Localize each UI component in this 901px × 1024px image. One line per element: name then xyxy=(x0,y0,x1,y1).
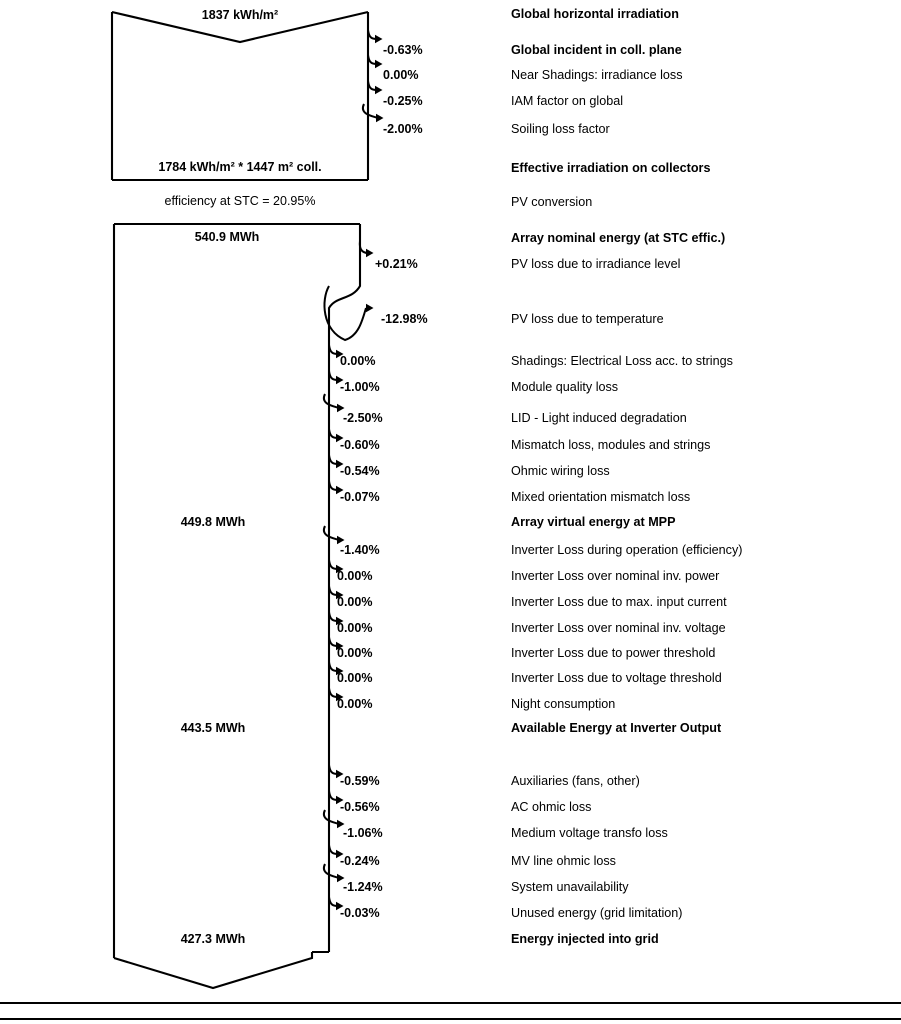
loss-arrow-lid xyxy=(324,394,339,408)
loss-label-inverter-max-current: Inverter Loss due to max. input current xyxy=(511,595,727,609)
loss-percent-ac-ohmic: -0.56% xyxy=(340,800,380,814)
loss-label-ac-ohmic: AC ohmic loss xyxy=(511,800,592,814)
loss-percent-auxiliaries: -0.59% xyxy=(340,774,380,788)
loss-percent-shadings-electrical: 0.00% xyxy=(340,354,376,368)
loss-label-ohmic-wiring: Ohmic wiring loss xyxy=(511,464,610,478)
loss-arrow-inverter-operation xyxy=(324,526,339,540)
array-box-bottom-edge xyxy=(114,952,312,988)
loss-arrow-iam-factor-head xyxy=(375,86,383,94)
loss-label-irradiance-level: PV loss due to irradiance level xyxy=(511,257,681,271)
loss-label-inverter-voltage-threshold: Inverter Loss due to voltage threshold xyxy=(511,671,722,685)
loss-label-unused-energy: Unused energy (grid limitation) xyxy=(511,906,683,920)
stage-label-array_virtual_mpp: Array virtual energy at MPP xyxy=(511,515,676,529)
loss-arrow-mv-transfo xyxy=(324,810,339,824)
stage-value-array_virtual_mpp: 449.8 MWh xyxy=(180,515,246,529)
loss-percent-ohmic-wiring: -0.54% xyxy=(340,464,380,478)
loss-percent-mismatch: -0.60% xyxy=(340,438,380,452)
loss-percent-near-shadings-irradiance: -0.63% xyxy=(383,43,423,57)
stage-label-pv_conversion: PV conversion xyxy=(511,195,593,209)
loss-arrow-temperature xyxy=(324,286,366,340)
loss-label-near-shadings-irradiance: Global incident in coll. plane xyxy=(511,43,682,57)
stage-label-energy_injected: Energy injected into grid xyxy=(511,932,659,946)
loss-label-inverter-over-voltage: Inverter Loss over nominal inv. voltage xyxy=(511,621,726,635)
loss-label-auxiliaries: Auxiliaries (fans, other) xyxy=(511,774,640,788)
loss-percent-mixed-orientation: -0.07% xyxy=(340,490,380,504)
loss-label-night-consumption: Night consumption xyxy=(511,697,616,711)
loss-percent-night-consumption: 0.00% xyxy=(337,697,373,711)
stage-value-ghi: 1837 kWh/m² xyxy=(201,8,279,22)
loss-percent-module-quality: -1.00% xyxy=(340,380,380,394)
loss-label-lid: LID - Light induced degradation xyxy=(511,411,687,425)
loss-arrow-system-unavailability xyxy=(324,864,339,878)
loss-percent-lid: -2.50% xyxy=(343,411,383,425)
loss-percent-mv-transfo: -1.06% xyxy=(343,826,383,840)
diagram-outline xyxy=(112,12,368,988)
stage-value-available_inverter_output: 443.5 MWh xyxy=(180,721,246,735)
loss-arrow-soiling-head xyxy=(376,114,384,122)
loss-percent-irradiance-level: +0.21% xyxy=(375,257,418,271)
stage-value-pv_conversion: efficiency at STC = 20.95% xyxy=(164,194,316,208)
loss-percent-iam-factor: -0.25% xyxy=(383,94,423,108)
loss-label-iam-factor: IAM factor on global xyxy=(511,94,624,108)
loss-label-temperature: PV loss due to temperature xyxy=(511,312,664,326)
loss-label-inverter-over-power: Inverter Loss over nominal inv. power xyxy=(511,569,720,583)
loss-percent-inverter-voltage-threshold: 0.00% xyxy=(337,671,373,685)
loss-percent-mv-line-ohmic: -0.24% xyxy=(340,854,380,868)
loss-arrow-irradiance-level-head xyxy=(366,249,374,257)
loss-percent-inverter-over-power: 0.00% xyxy=(337,569,373,583)
loss-arrow-near-shadings-head xyxy=(375,60,383,68)
stage-value-array_nominal: 540.9 MWh xyxy=(194,230,260,244)
loss-label-inverter-power-threshold: Inverter Loss due to power threshold xyxy=(511,646,716,660)
stage-label-ghi: Global horizontal irradiation xyxy=(511,7,679,21)
loss-label-near-shadings: Near Shadings: irradiance loss xyxy=(511,68,683,82)
stage-label-effective_irradiation: Effective irradiation on collectors xyxy=(511,161,711,175)
loss-label-system-unavailability: System unavailability xyxy=(511,880,629,894)
loss-arrow-near-shadings-irradiance-head xyxy=(375,35,383,43)
loss-label-mixed-orientation: Mixed orientation mismatch loss xyxy=(511,490,691,504)
loss-percent-inverter-power-threshold: 0.00% xyxy=(337,646,373,660)
loss-arrow-temperature-head xyxy=(366,304,374,312)
stage-label-available_inverter_output: Available Energy at Inverter Output xyxy=(511,721,722,735)
loss-label-mismatch: Mismatch loss, modules and strings xyxy=(511,438,711,452)
stage-value-effective_irradiation: 1784 kWh/m² * 1447 m² coll. xyxy=(158,160,322,174)
loss-percent-inverter-over-voltage: 0.00% xyxy=(337,621,373,635)
loss-percent-near-shadings: 0.00% xyxy=(383,68,419,82)
stage-value-energy_injected: 427.3 MWh xyxy=(180,932,246,946)
loss-percent-inverter-max-current: 0.00% xyxy=(337,595,373,609)
loss-label-inverter-operation: Inverter Loss during operation (efficiency) xyxy=(511,543,743,557)
loss-percent-inverter-operation: -1.40% xyxy=(340,543,380,557)
loss-arrow-soiling xyxy=(363,104,378,118)
loss-percent-system-unavailability: -1.24% xyxy=(343,880,383,894)
loss-percent-temperature: -12.98% xyxy=(381,312,428,326)
loss-label-module-quality: Module quality loss xyxy=(511,380,619,394)
loss-label-mv-line-ohmic: MV line ohmic loss xyxy=(511,854,616,868)
loss-label-shadings-electrical: Shadings: Electrical Loss acc. to strings xyxy=(511,354,733,368)
loss-percent-unused-energy: -0.03% xyxy=(340,906,380,920)
stage-label-array_nominal: Array nominal energy (at STC effic.) xyxy=(511,231,726,245)
loss-label-mv-transfo: Medium voltage transfo loss xyxy=(511,826,668,840)
loss-percent-soiling: -2.00% xyxy=(383,122,423,136)
loss-label-soiling: Soiling loss factor xyxy=(511,122,610,136)
